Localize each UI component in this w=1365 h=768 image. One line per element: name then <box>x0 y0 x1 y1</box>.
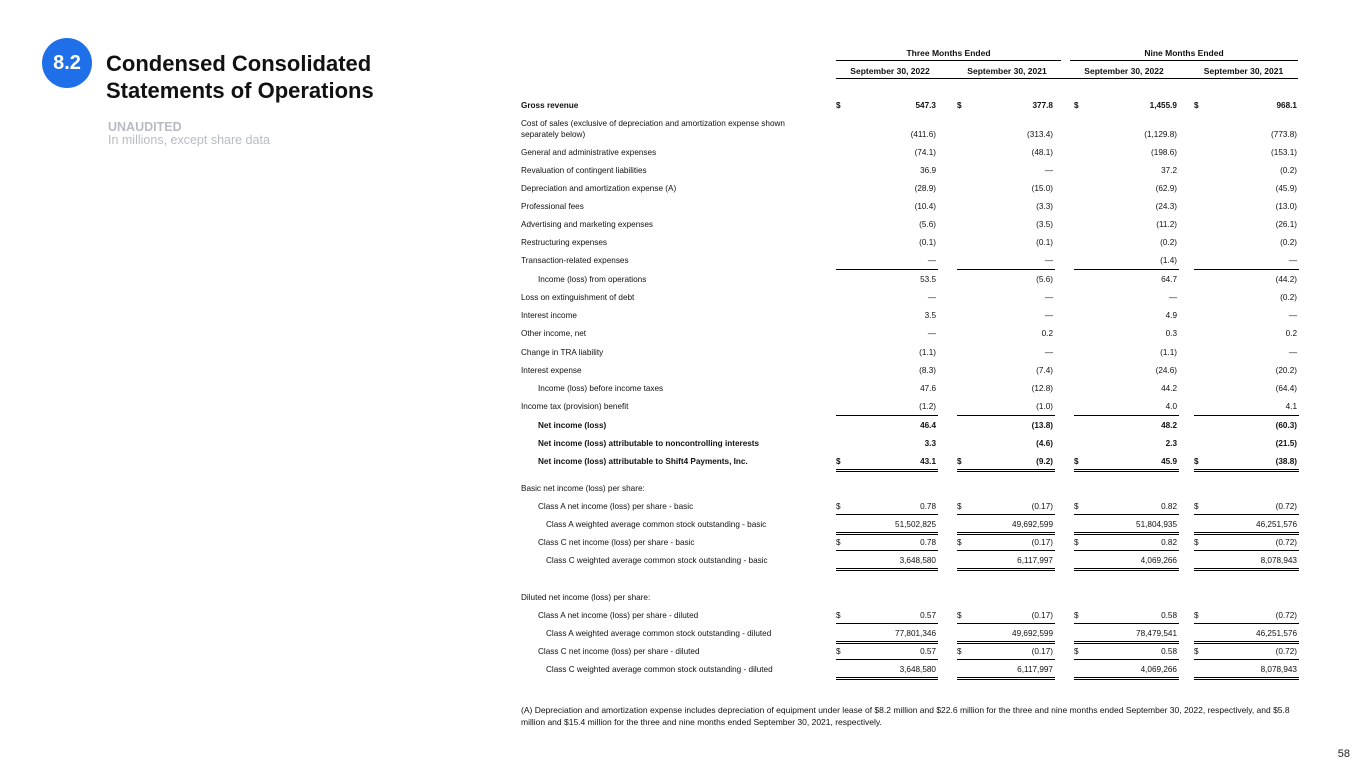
dollar-sign: $ <box>836 101 841 110</box>
row-value: (153.1) <box>1271 148 1297 157</box>
row-value: 0.57 <box>920 647 936 656</box>
title-line-1: Condensed Consolidated <box>106 51 372 76</box>
total-double-rule <box>957 677 1055 680</box>
subtotal-rule <box>1074 415 1179 416</box>
row-value: (38.8) <box>1275 457 1297 466</box>
row-value: 3,648,580 <box>899 556 936 565</box>
total-double-rule <box>957 568 1055 571</box>
row-value: 46.4 <box>920 421 936 430</box>
row-label: Revaluation of contingent liabilities <box>521 166 647 175</box>
row-value: 0.58 <box>1161 611 1177 620</box>
row-value: (74.1) <box>914 148 936 157</box>
row-value: (9.2) <box>1036 457 1053 466</box>
row-value: 4,069,266 <box>1140 665 1177 674</box>
row-value: (26.1) <box>1275 220 1297 229</box>
dollar-sign: $ <box>1074 611 1079 620</box>
dollar-sign: $ <box>1074 502 1079 511</box>
period-rule-nine <box>1070 60 1298 61</box>
row-value: (1.1) <box>1160 348 1177 357</box>
row-label: Diluted net income (loss) per share: <box>521 593 651 602</box>
per-share-rule <box>1074 659 1179 660</box>
total-double-rule <box>836 568 938 571</box>
row-value: 45.9 <box>1161 457 1177 466</box>
row-value: 4,069,266 <box>1140 556 1177 565</box>
row-value: 0.78 <box>920 502 936 511</box>
row-label: Other income, net <box>521 329 587 338</box>
row-value: 51,502,825 <box>895 520 936 529</box>
row-value: 0.82 <box>1161 538 1177 547</box>
row-value: 64.7 <box>1161 275 1177 284</box>
row-value: — <box>1288 348 1297 357</box>
total-double-rule <box>1194 641 1299 644</box>
row-value: 0.2 <box>1285 329 1297 338</box>
row-label: Transaction-related expenses <box>521 256 629 265</box>
row-value: 968.1 <box>1276 101 1297 110</box>
row-label: Net income (loss) <box>538 421 607 430</box>
per-share-rule <box>957 623 1055 624</box>
row-value: (13.0) <box>1275 202 1297 211</box>
row-value: (1.2) <box>919 402 936 411</box>
row-value: — <box>1288 311 1297 320</box>
dollar-sign: $ <box>1194 647 1199 656</box>
row-label: Income tax (provision) benefit <box>521 402 629 411</box>
total-double-rule <box>957 532 1055 535</box>
row-value: (3.3) <box>1036 202 1053 211</box>
dollar-sign: $ <box>1194 502 1199 511</box>
row-value: 78,479,541 <box>1136 629 1177 638</box>
row-value: (45.9) <box>1275 184 1297 193</box>
row-value: 3.5 <box>924 311 936 320</box>
per-share-rule <box>957 514 1055 515</box>
row-value: 0.3 <box>1165 329 1177 338</box>
per-share-rule <box>836 514 938 515</box>
dollar-sign: $ <box>957 647 962 656</box>
row-value: 4.1 <box>1285 402 1297 411</box>
column-header-q3-2021: September 30, 2021 <box>967 66 1047 76</box>
title-line-2: Statements of Operations <box>106 78 374 103</box>
row-label-continued: separately below) <box>521 130 586 139</box>
row-value: — <box>1168 293 1177 302</box>
subtotal-rule <box>1194 415 1299 416</box>
row-value: — <box>1044 166 1053 175</box>
row-value: 2.3 <box>1165 439 1177 448</box>
row-value: (1.1) <box>919 348 936 357</box>
row-value: 44.2 <box>1161 384 1177 393</box>
row-value: (0.17) <box>1031 647 1053 656</box>
row-label: Class C net income (loss) per share - diluted <box>538 647 700 656</box>
row-value: (773.8) <box>1271 130 1297 139</box>
period-header-nine-months: Nine Months Ended <box>1144 48 1224 58</box>
dollar-sign: $ <box>957 101 962 110</box>
dollar-sign: $ <box>836 502 841 511</box>
row-value: 0.82 <box>1161 502 1177 511</box>
row-value: (0.72) <box>1275 538 1297 547</box>
dollar-sign: $ <box>1074 538 1079 547</box>
row-value: 3.3 <box>924 439 936 448</box>
row-value: 49,692,599 <box>1012 629 1053 638</box>
total-double-rule <box>957 641 1055 644</box>
dollar-sign: $ <box>957 611 962 620</box>
dollar-sign: $ <box>1194 101 1199 110</box>
row-value: 6,117,997 <box>1017 556 1053 565</box>
row-label: Class A net income (loss) per share - diluted <box>538 611 699 620</box>
total-double-rule <box>836 677 938 680</box>
row-value: (28.9) <box>914 184 936 193</box>
row-value: 377.8 <box>1032 101 1053 110</box>
row-value: (5.6) <box>919 220 936 229</box>
row-label: Class C weighted average common stock outstanding - diluted <box>546 665 773 674</box>
row-label: Cost of sales (exclusive of depreciation and amortization expense shown <box>521 119 785 128</box>
per-share-rule <box>836 659 938 660</box>
unaudited-label: UNAUDITED <box>108 120 182 134</box>
total-double-rule <box>1194 469 1299 472</box>
total-double-rule <box>1194 568 1299 571</box>
row-label: Gross revenue <box>521 101 579 110</box>
row-label: Professional fees <box>521 202 584 211</box>
subtotal-rule <box>1074 269 1179 270</box>
row-value: (7.4) <box>1036 366 1053 375</box>
row-label: Income (loss) from operations <box>538 275 647 284</box>
row-value: (1.0) <box>1036 402 1053 411</box>
total-double-rule <box>1074 469 1179 472</box>
row-value: (12.8) <box>1031 384 1053 393</box>
row-value: — <box>1044 293 1053 302</box>
row-value: (0.1) <box>1036 238 1053 247</box>
row-value: — <box>1044 311 1053 320</box>
dollar-sign: $ <box>1194 538 1199 547</box>
row-value: — <box>1044 256 1053 265</box>
row-value: 0.78 <box>920 538 936 547</box>
total-double-rule <box>1074 568 1179 571</box>
row-value: (0.2) <box>1160 238 1177 247</box>
per-share-rule <box>1194 623 1299 624</box>
row-value: 51,804,935 <box>1136 520 1177 529</box>
row-value: 4.0 <box>1165 402 1177 411</box>
per-share-rule <box>1194 514 1299 515</box>
subtotal-rule <box>836 415 938 416</box>
row-value: 49,692,599 <box>1012 520 1053 529</box>
column-header-q3-2022: September 30, 2022 <box>850 66 930 76</box>
total-double-rule <box>836 641 938 644</box>
row-value: — <box>927 329 936 338</box>
row-value: (15.0) <box>1031 184 1053 193</box>
row-label: Basic net income (loss) per share: <box>521 484 645 493</box>
units-label: In millions, except share data <box>108 133 270 147</box>
row-label: Change in TRA liability <box>521 348 604 357</box>
row-value: (60.3) <box>1275 421 1297 430</box>
total-double-rule <box>1074 641 1179 644</box>
row-value: — <box>927 293 936 302</box>
total-double-rule <box>836 532 938 535</box>
row-value: (0.17) <box>1031 538 1053 547</box>
row-label: Restructuring expenses <box>521 238 608 247</box>
per-share-rule <box>836 550 938 551</box>
section-number-badge: 8.2 <box>42 38 92 88</box>
row-value: (0.2) <box>1280 166 1297 175</box>
row-value: (0.72) <box>1275 611 1297 620</box>
row-value: 1,455.9 <box>1149 101 1177 110</box>
row-value: — <box>927 256 936 265</box>
row-value: — <box>1044 348 1053 357</box>
total-double-rule <box>1074 677 1179 680</box>
row-label: Class C weighted average common stock outstanding - basic <box>546 556 768 565</box>
row-value: (0.72) <box>1275 647 1297 656</box>
per-share-rule <box>836 623 938 624</box>
row-value: 0.2 <box>1041 329 1053 338</box>
total-double-rule <box>1194 532 1299 535</box>
row-value: 547.3 <box>915 101 936 110</box>
row-label: Loss on extinguishment of debt <box>521 293 635 302</box>
row-value: (0.17) <box>1031 611 1053 620</box>
per-share-rule <box>1194 659 1299 660</box>
total-double-rule <box>1074 532 1179 535</box>
row-label: General and administrative expenses <box>521 148 657 157</box>
per-share-rule <box>957 659 1055 660</box>
dollar-sign: $ <box>836 538 841 547</box>
dollar-sign: $ <box>957 457 962 466</box>
row-label: Depreciation and amortization expense (A) <box>521 184 677 193</box>
subtotal-rule <box>957 415 1055 416</box>
row-value: (1,129.8) <box>1144 130 1177 139</box>
row-label: Interest expense <box>521 366 582 375</box>
row-label: Class A weighted average common stock outstanding - basic <box>546 520 767 529</box>
row-value: (11.2) <box>1156 220 1177 229</box>
dollar-sign: $ <box>836 647 841 656</box>
row-value: 8,078,943 <box>1260 665 1297 674</box>
row-value: (198.6) <box>1151 148 1177 157</box>
dollar-sign: $ <box>1074 647 1079 656</box>
row-value: (10.4) <box>914 202 936 211</box>
row-value: (0.72) <box>1275 502 1297 511</box>
total-double-rule <box>957 469 1055 472</box>
row-value: 4.9 <box>1165 311 1177 320</box>
row-value: (5.6) <box>1036 275 1053 284</box>
header-rule <box>836 78 1298 79</box>
row-value: 6,117,997 <box>1017 665 1053 674</box>
row-value: 0.57 <box>920 611 936 620</box>
row-value: (0.2) <box>1280 238 1297 247</box>
row-value: — <box>1288 256 1297 265</box>
row-value: (1.4) <box>1160 256 1177 265</box>
dollar-sign: $ <box>1194 457 1199 466</box>
page-title <box>106 50 374 104</box>
row-value: 46,251,576 <box>1256 629 1297 638</box>
row-value: (4.6) <box>1036 439 1053 448</box>
row-value: (411.6) <box>910 130 936 139</box>
row-label: Interest income <box>521 311 577 320</box>
row-value: 48.2 <box>1161 421 1177 430</box>
row-value: (64.4) <box>1275 384 1297 393</box>
row-value: (44.2) <box>1275 275 1297 284</box>
row-value: 3,648,580 <box>899 665 936 674</box>
dollar-sign: $ <box>1194 611 1199 620</box>
dollar-sign: $ <box>957 502 962 511</box>
row-value: (20.2) <box>1275 366 1297 375</box>
row-value: 8,078,943 <box>1260 556 1297 565</box>
row-label: Class A net income (loss) per share - basic <box>538 502 694 511</box>
footnote: (A) Depreciation and amortization expense includes depreciation of equipment under lease of $8.2 million and $22.6 million for the three and nine months ended September 30, 2022, respectively, and $5.8 million and $15.4 million for the three and nine months ended September 30, 2021, respectively. <box>521 705 1290 727</box>
row-value: 46,251,576 <box>1256 520 1297 529</box>
row-value: (0.2) <box>1280 293 1297 302</box>
row-value: (24.3) <box>1155 202 1177 211</box>
dollar-sign: $ <box>1074 101 1079 110</box>
per-share-rule <box>1074 623 1179 624</box>
row-value: 47.6 <box>920 384 936 393</box>
row-value: (24.6) <box>1155 366 1177 375</box>
row-label: Class C net income (loss) per share - basic <box>538 538 695 547</box>
row-value: 0.58 <box>1161 647 1177 656</box>
column-header-9m-2022: September 30, 2022 <box>1084 66 1164 76</box>
row-value: (0.1) <box>919 238 936 247</box>
row-value: (3.5) <box>1036 220 1053 229</box>
column-header-9m-2021: September 30, 2021 <box>1203 66 1284 76</box>
row-value: (21.5) <box>1275 439 1297 448</box>
row-value: 37.2 <box>1161 166 1177 175</box>
per-share-rule <box>1074 514 1179 515</box>
per-share-rule <box>1074 550 1179 551</box>
row-label: Income (loss) before income taxes <box>538 384 664 393</box>
period-rule-three <box>836 60 1061 61</box>
row-value: (313.4) <box>1027 130 1053 139</box>
period-header-three-months: Three Months Ended <box>906 48 991 58</box>
per-share-rule <box>1194 550 1299 551</box>
row-value: (48.1) <box>1031 148 1053 157</box>
subtotal-rule <box>836 269 938 270</box>
dollar-sign: $ <box>1074 457 1079 466</box>
row-value: (13.8) <box>1031 421 1053 430</box>
row-label: Net income (loss) attributable to noncontrolling interests <box>538 439 760 448</box>
dollar-sign: $ <box>836 611 841 620</box>
row-value: 36.9 <box>920 166 936 175</box>
row-label: Advertising and marketing expenses <box>521 220 653 229</box>
page-number: 58 <box>1337 748 1350 760</box>
per-share-rule <box>957 550 1055 551</box>
total-double-rule <box>836 469 938 472</box>
subtotal-rule <box>957 269 1055 270</box>
dollar-sign: $ <box>957 538 962 547</box>
row-label: Class A weighted average common stock outstanding - diluted <box>546 629 772 638</box>
row-value: 77,801,346 <box>895 629 936 638</box>
total-double-rule <box>1194 677 1299 680</box>
row-value: (0.17) <box>1031 502 1053 511</box>
row-label: Net income (loss) attributable to Shift4 Payments, Inc. <box>538 457 748 466</box>
row-value: 53.5 <box>920 275 936 284</box>
row-value: (8.3) <box>919 366 936 375</box>
subtotal-rule <box>1194 269 1299 270</box>
row-value: 43.1 <box>920 457 936 466</box>
row-value: (62.9) <box>1155 184 1177 193</box>
dollar-sign: $ <box>836 457 841 466</box>
